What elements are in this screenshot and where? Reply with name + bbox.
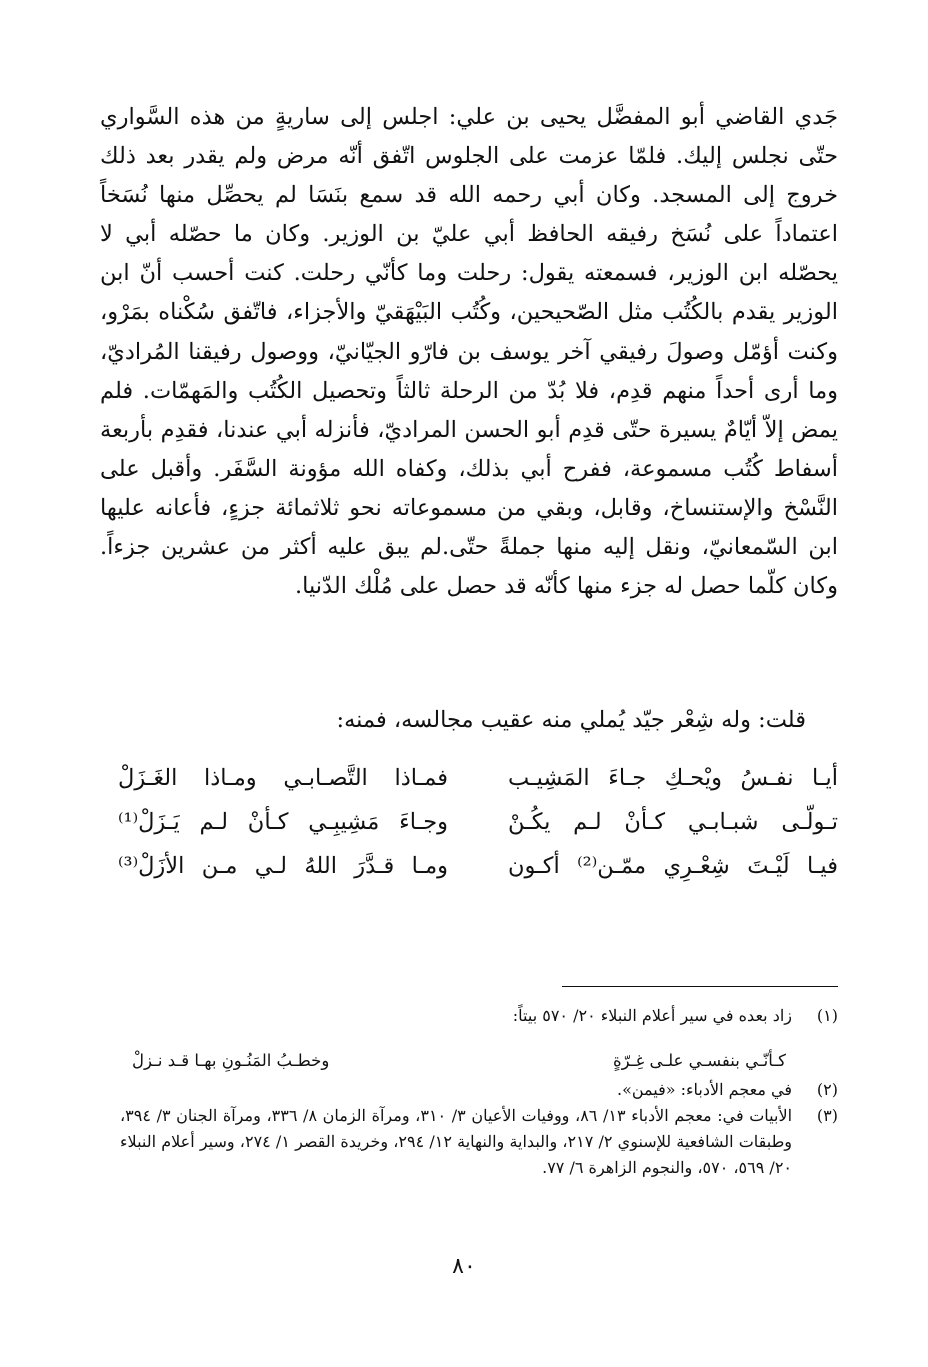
footnote-number: (١) — [816, 1006, 838, 1025]
footnote-3 — [120, 1103, 838, 1181]
footnote-2 — [120, 1077, 838, 1103]
main-paragraph: جَدي القاضي أبو المفضَّل يحيى بن علي: اجلس إلى ساريةٍ من هذه السَّواري حتّى نجلس إليك. فلمّا عزمت على الجلوس اتّفق أنّه مرض ولم يقدر بعد ذلك خروج إلى المسجد. وكان أبي رحمه الله قد سمع بنَسَا لم يحصِّل منها نُسَخاً اعتماداً على نُسَخ رفيقه الحافظ أبي عليّ بن الوزير. وكان ما حصّله أبي لا يحصّله ابن الوزير، فسمعته يقول: رحلت وما كأنّي رحلت. كنت أحسب أنّ ابن الوزير يقدم بالكُتُب مثل الصّحيحين، وكُتُب البَيْهَقيّ والأجزاء، فاتّفق سُكْناه بمَرْو، وكنت أؤمّل وصولَ رفيقي آخر يوسف بن فارّو الجيّانيّ، ووصول رفيقنا المُراديّ، وما أرى أحداً منهم قدِم، فلا بُدّ من الرحلة ثالثاً وتحصيل الكُتُب والمَهمّات. فلم يمض إلاّ أيّامٌ يسيرة حتّى قدِم أبو الحسن المراديّ، فأنزله أبي عندنا، فقدِم بأربعة أسفاط كُتُب مسموعة، ففرح أبي بذلك، وكفاه الله مؤونة السَّفَر. وأقبل على النَّسْخ والإستنساخ، وقابل، وبقي من مسموعاته نحو ثلاثمائة جزءٍ، فأعانه عليها ابن السّمعانيّ، ونقل إليه منها جملةً حتّى.لم يبق عليه أكثر من عشرين جزءاً. وكان كلّما حصل له جزء منها كأنّه قد حصل على مُلْك الدّنيا. — [100, 104, 838, 600]
footnote-1 — [120, 1003, 838, 1029]
poem-line — [118, 800, 838, 844]
poetry-introduction: قلت: وله شِعْر جيّد يُملي منه عقيب مجالسه، فمنه: — [336, 707, 806, 733]
poem-second-hemistich: فمـاذا التَّصـابـي ومـاذا الغَـزَلْ — [118, 765, 448, 791]
footnotes — [120, 1003, 838, 1181]
poem — [118, 756, 838, 888]
poem-first-hemistich: أيـا نفـسُ ويْحـكِ جـاءَ المَشِيـب — [508, 765, 838, 791]
footnote-separator — [562, 986, 838, 987]
main-text-block — [100, 98, 838, 606]
footnote-verse — [132, 1049, 786, 1073]
poem-line — [118, 756, 838, 800]
poem-second-hemistich: ومـا قـدَّرَ اللهُ لـي مـن الأزَلْ⁽³⁾ — [118, 853, 448, 879]
poem-first-hemistich: فيـا لَيْـتَ شِعْـرِي ممّـن⁽²⁾ أكـون — [508, 853, 838, 879]
poem-line — [118, 844, 838, 888]
footnote-text: زاد بعده في سير أعلام النبلاء ٢٠/ ٥٧٠ بيتاً: — [512, 1006, 792, 1025]
footnote-number: (٣) — [816, 1106, 838, 1125]
footnote-verse-first: كـأنّـي بنفسـي علـى غِـرّةٍ — [613, 1051, 786, 1070]
footnote-text: في معجم الأدباء: «فيمن». — [616, 1080, 792, 1099]
poem-first-hemistich: تـولّـى شبـابـي كـأنْ لـم يكُـنْ — [508, 809, 838, 835]
footnote-number: (٢) — [816, 1080, 838, 1099]
poem-second-hemistich: وجـاءَ مَشِيبِـي كـأنْ لـم يَـزَلْ⁽¹⁾ — [118, 809, 448, 835]
page-number: ٨٠ — [452, 1254, 476, 1279]
footnote-text: الأبيات في: معجم الأدباء ١٣/ ٨٦، ووفيات الأعيان ٣/ ٣١٠، ومرآة الزمان ٨/ ٣٣٦، ومرآة الجنان ٣/ ٣٩٤، وطبقات الشافعية للإسنوي ٢/ ٢١٧، والبداية والنهاية ١٢/ ٢٩٤، وخريدة القصر ١/ ٢٧٤، وسير أعلام النبلاء ٢٠/ ٥٦٩، ٥٧٠، والنجوم الزاهرة ٦/ ٧٧. — [120, 1106, 793, 1177]
footnote-verse-second: وخطـبُ المَنُـونِ بهـا قـد نـزلْ — [132, 1051, 330, 1070]
